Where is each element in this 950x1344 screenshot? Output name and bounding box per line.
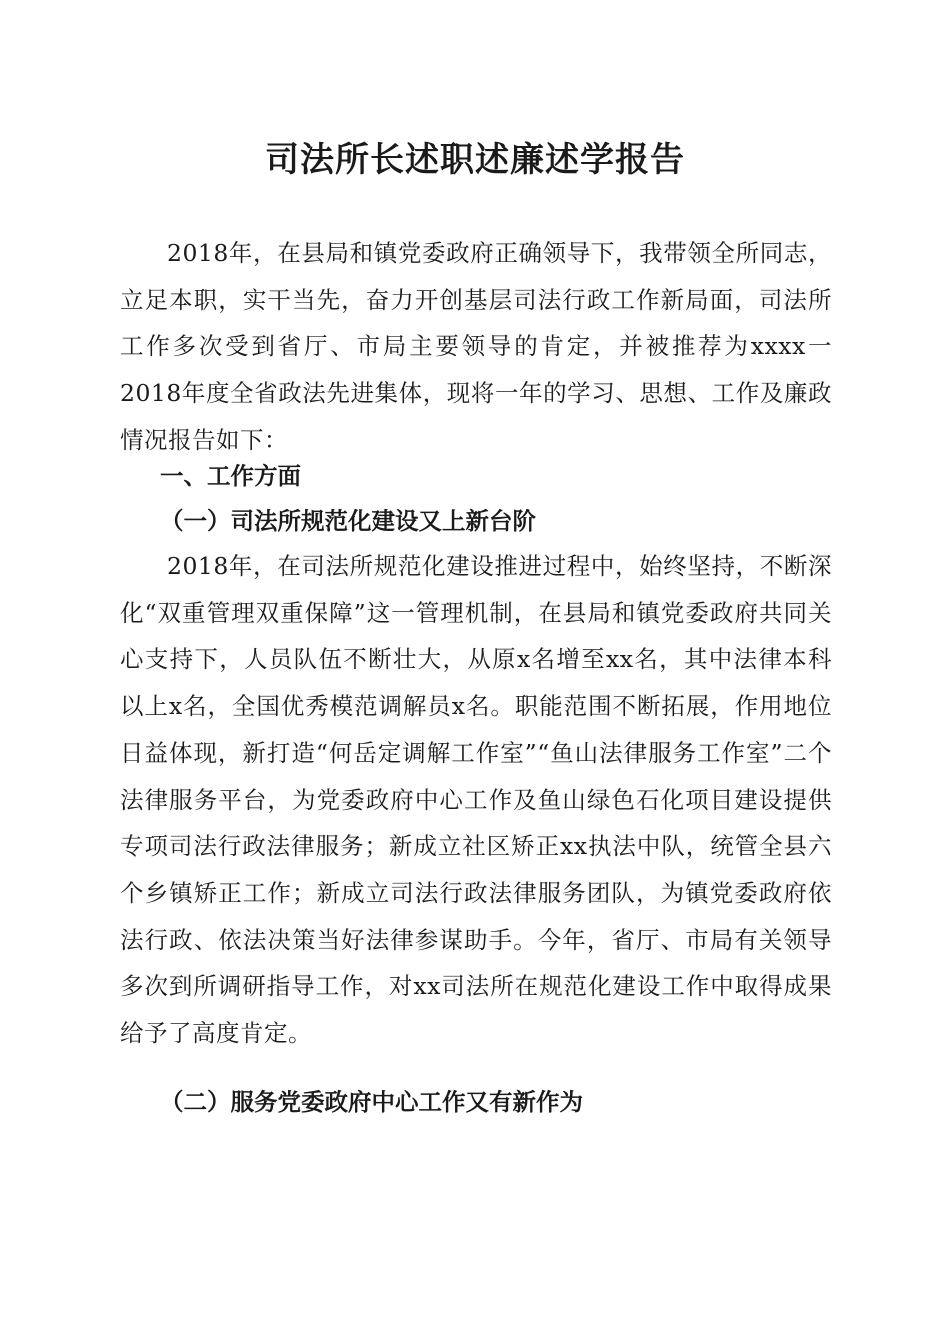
document-title: 司法所长述职述廉述学报告 (265, 140, 685, 180)
subsection-heading-service: （二）服务党委政府中心工作又有新作为 (160, 1088, 583, 1116)
subsection-heading-standardization: （一）司法所规范化建设又上新台阶 (160, 507, 536, 535)
section-heading-work: 一、工作方面 (160, 462, 301, 490)
standardization-paragraph: 2018年，在司法所规范化建设推进过程中，始终坚持，不断深化“双重管理双重保障”这一管理机制，在县局和镇党委政府共同关心支持下，人员队伍不断壮大，从原x名增至xx名，其中法律本科以上x名，全国优秀模范调解员x名。职能范围不断拓展，作用地位日益体现，新打造“何岳定调解工作室”“鱼山法律服务工作室”二个法律服务平台，为党委政府中心工作及鱼山绿色石化项目建设提供专项司法行政法律服务；新成立社区矫正xx执法中队，统管全县六个乡镇矫正工作；新成立司法行政法律服务团队，为镇党委政府依法行政、依法决策当好法律参谋助手。今年，省厅、市局有关领导多次到所调研指导工作，对xx司法所在规范化建设工作中取得成果给予了高度肯定。 (120, 552, 832, 1048)
intro-paragraph: 2018年，在县局和镇党委政府正确领导下，我带领全所同志，立足本职，实干当先，奋力开创基层司法行政工作新局面，司法所工作多次受到省厅、市局主要领导的肯定，并被推荐为xxxx一2018年度全省政法先进集体，现将一年的学习、思想、工作及廉政情况报告如下： (120, 239, 832, 454)
